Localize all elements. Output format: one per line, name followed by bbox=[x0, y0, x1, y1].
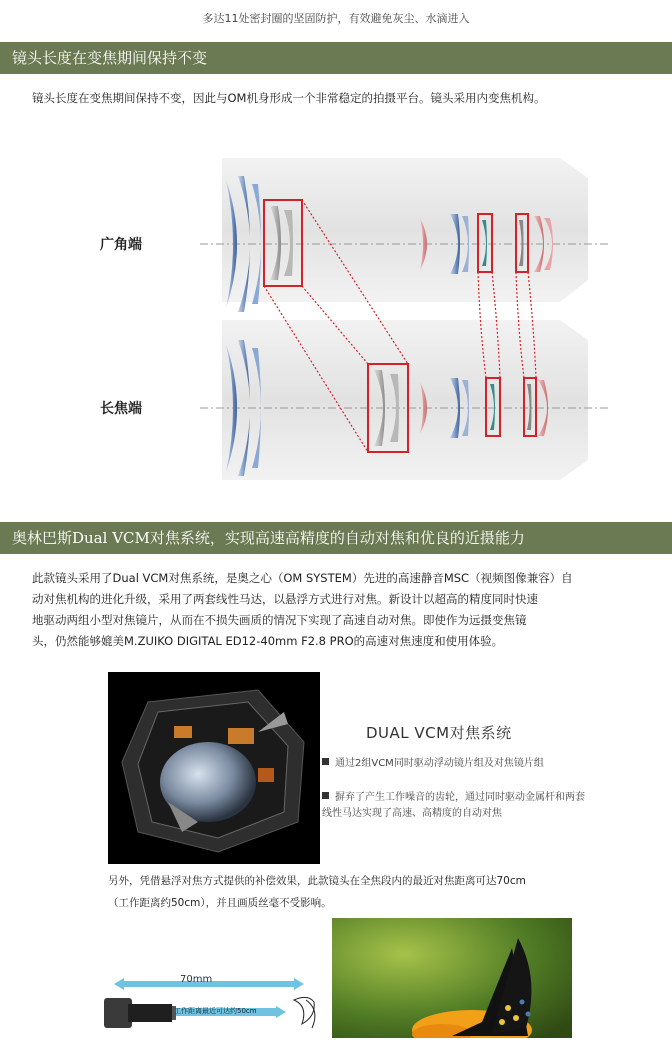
close-focus-note bbox=[108, 870, 588, 914]
section-text-zoom: 镜头长度在变焦期间保持不变，因此与OM机身形成一个非常稳定的拍摄平台。镜头采用内变焦机构。 bbox=[32, 91, 546, 105]
section-title-vcm: 奥林巴斯Dual VCM对焦系统，实现高速高精度的自动对焦和优良的近摄能力 bbox=[0, 522, 672, 554]
vcm-point-text: 通过2组VCM同时驱动浮动镜片组及对焦镜片组 bbox=[335, 758, 544, 769]
focus-distance-illustration bbox=[98, 966, 328, 1038]
vcm-text-line: 此款镜头采用了Dual VCM对焦系统，是奥之心（OM SYSTEM）先进的高速静音MSC（视频图像兼容）自 bbox=[32, 571, 573, 585]
note-line: （工作距离约50cm），并且画质丝毫不受影响。 bbox=[108, 897, 332, 909]
wide-barrel bbox=[222, 158, 588, 302]
distance-label: 70mm bbox=[180, 974, 213, 985]
bullet-icon bbox=[322, 758, 329, 765]
bullet-icon bbox=[322, 792, 329, 799]
vcm-text-line: 地驱动两组小型对焦镜片，从而在不损失画质的情况下实现了高速自动对焦。即使作为远摄变焦镜 bbox=[32, 613, 527, 627]
vcm-text-line: 头，仍然能够媲美M.ZUIKO DIGITAL ED12-40mm F2.8 PRO的高速对焦速度和使用体验。 bbox=[32, 634, 504, 648]
section-title-zoom: 镜头长度在变焦期间保持不变 bbox=[0, 42, 672, 74]
seal-note: 多达11处密封圈的坚固防护，有效避免灰尘、水滴进入 bbox=[202, 12, 470, 25]
note-line: 另外，凭借悬浮对焦方式提供的补偿效果，此款镜头在全焦段内的最近对焦距离可达70cm bbox=[108, 875, 526, 887]
lens-diagram bbox=[0, 140, 672, 510]
vcm-mechanism-image bbox=[108, 672, 320, 864]
vcm-point-text: 摒弃了产生工作噪音的齿轮，通过同时驱动金属杆和两套线性马达实现了高速、高精度的自动对焦 bbox=[322, 792, 585, 819]
working-distance-label: 工作距离最近可达约50cm bbox=[174, 1007, 257, 1015]
butterfly-photo bbox=[332, 918, 572, 1038]
vcm-point-1 bbox=[322, 756, 592, 772]
vcm-text-line: 动对焦机构的进化升级，采用了两套线性马达，以悬浮方式进行对焦。新设计以超高的精度同时快速 bbox=[32, 592, 538, 606]
vcm-heading: DUAL VCM对焦系统 bbox=[366, 724, 512, 742]
vcm-point-2 bbox=[322, 790, 592, 822]
wide-label: 广角端 bbox=[100, 237, 142, 253]
tele-label: 长焦端 bbox=[100, 401, 142, 417]
section-text-vcm bbox=[32, 568, 632, 652]
tele-barrel bbox=[222, 320, 588, 480]
